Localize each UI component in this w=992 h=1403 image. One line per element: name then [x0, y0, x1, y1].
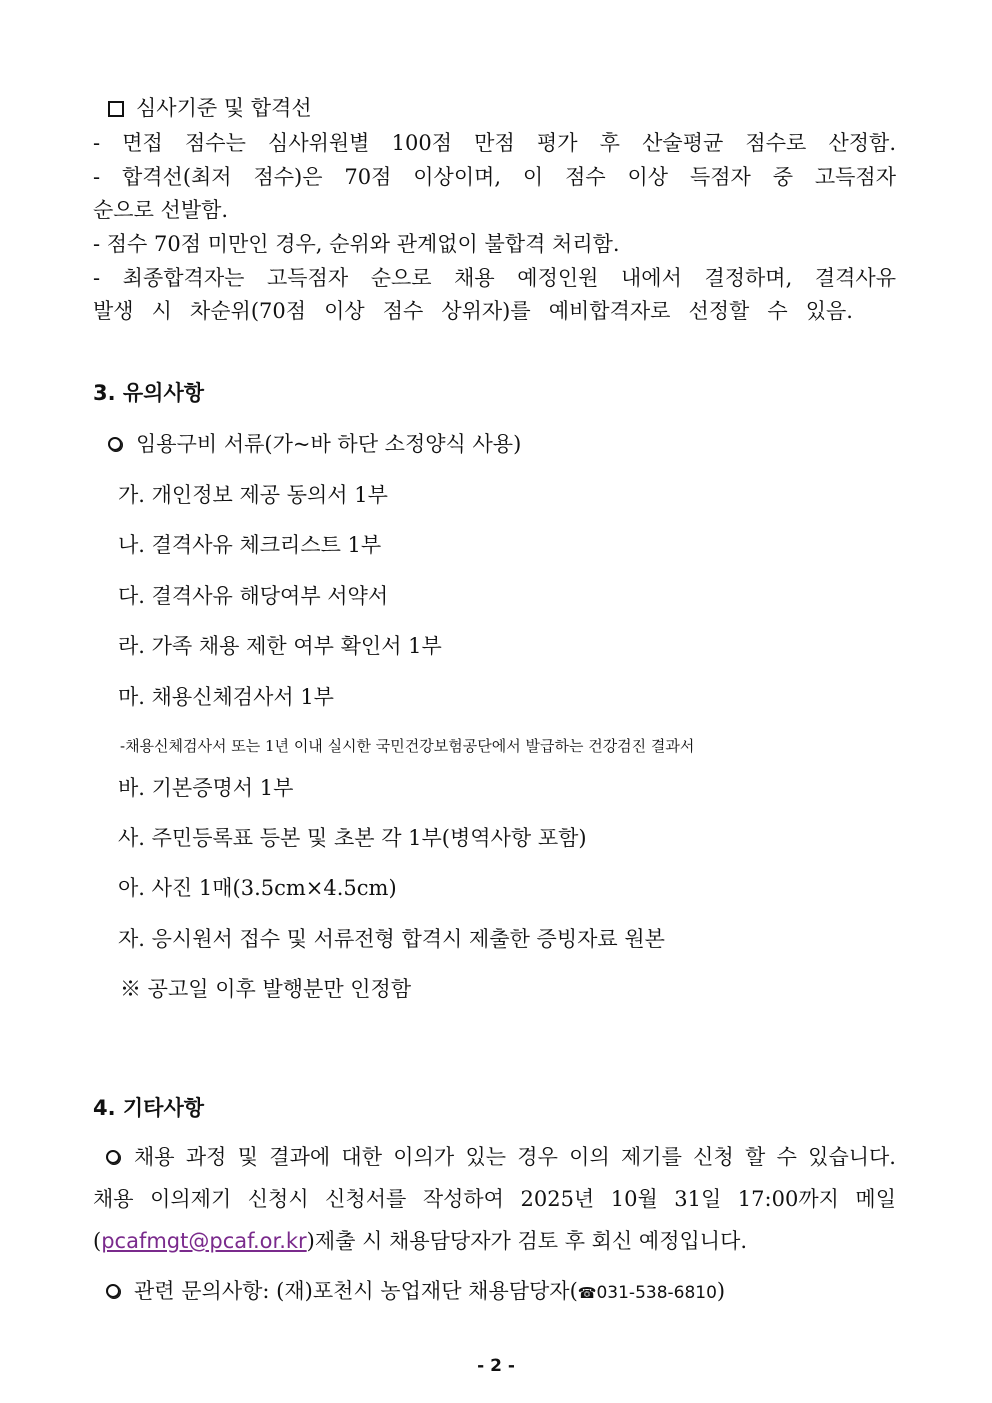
criteria-line-4: - 점수 70점 미만인 경우, 순위와 관계없이 불합격 처리함.	[93, 232, 620, 256]
checkbox-square-icon	[108, 101, 124, 117]
circle-bullet-icon	[106, 1284, 120, 1298]
doc-item-ma-note: -채용신체검사서 또는 1년 이내 실시한 국민건강보험공단에서 발급하는 건강검진 결과서	[120, 737, 695, 755]
section4-paragraph-line-1: 채용 과정 및 결과에 대한 이의가 있는 경우 이의 제기를 신청 할 수 있습니다.	[106, 1142, 896, 1172]
doc-item-ra: 라. 가족 채용 제한 여부 확인서 1부	[118, 634, 442, 658]
criteria-line-1: - 면접 점수는 심사위원별 100점 만점 평가 후 산술평균 점수로 산정함.	[93, 131, 896, 155]
section4-title: 4. 기타사항	[93, 1096, 205, 1120]
section3-note: ※ 공고일 이후 발행분만 인정함	[120, 977, 412, 1001]
circle-bullet-icon	[106, 1150, 120, 1164]
section4-paragraph-line-2: 채용 이의제기 신청시 신청서를 작성하여 2025년 10월 31일 17:00까지 메일	[93, 1187, 896, 1211]
phone-icon: ☎	[577, 1284, 597, 1302]
doc-item-da: 다. 결격사유 해당여부 서약서	[118, 584, 389, 608]
doc-item-ma: 마. 채용신체검사서 1부	[118, 685, 334, 709]
email-link[interactable]: pcafmgt@pcaf.or.kr	[101, 1229, 307, 1253]
criteria-heading: 심사기준 및 합격선	[108, 93, 312, 123]
circle-bullet-icon	[108, 437, 122, 451]
criteria-line-3: 순으로 선발함.	[93, 198, 229, 222]
doc-item-a: 아. 사진 1매(3.5cm×4.5cm)	[118, 876, 397, 900]
section3-title: 3. 유의사항	[93, 381, 205, 405]
criteria-line-5: - 최종합격자는 고득점자 순으로 채용 예정인원 내에서 결정하며, 결격사유	[93, 266, 896, 290]
doc-item-ja: 자. 응시원서 접수 및 서류전형 합격시 제출한 증빙자료 원본	[118, 927, 665, 951]
doc-item-ga: 가. 개인정보 제공 동의서 1부	[118, 483, 388, 507]
section4-paragraph-line-3: (pcafmgt@pcaf.or.kr)제출 시 채용담당자가 검토 후 회신 예정입니다.	[93, 1229, 748, 1253]
doc-item-ba: 바. 기본증명서 1부	[118, 776, 294, 800]
contact-phone: 031-538-6810	[596, 1283, 717, 1303]
doc-item-sa: 사. 주민등록표 등본 및 초본 각 1부(병역사항 포함)	[118, 826, 587, 850]
section4-contact: 관련 문의사항: (재)포천시 농업재단 채용담당자(☎031-538-6810)	[106, 1276, 725, 1308]
criteria-line-6: 발생 시 차순위(70점 이상 점수 상위자)를 예비합격자로 선정할 수 있음.	[93, 299, 853, 323]
page-number: - 2 -	[477, 1356, 515, 1376]
doc-item-na: 나. 결격사유 체크리스트 1부	[118, 533, 382, 557]
section3-bullet: 임용구비 서류(가~바 하단 소정양식 사용)	[108, 429, 521, 459]
criteria-line-2: - 합격선(최저 점수)은 70점 이상이며, 이 점수 이상 득점자 중 고득점자	[93, 165, 896, 189]
